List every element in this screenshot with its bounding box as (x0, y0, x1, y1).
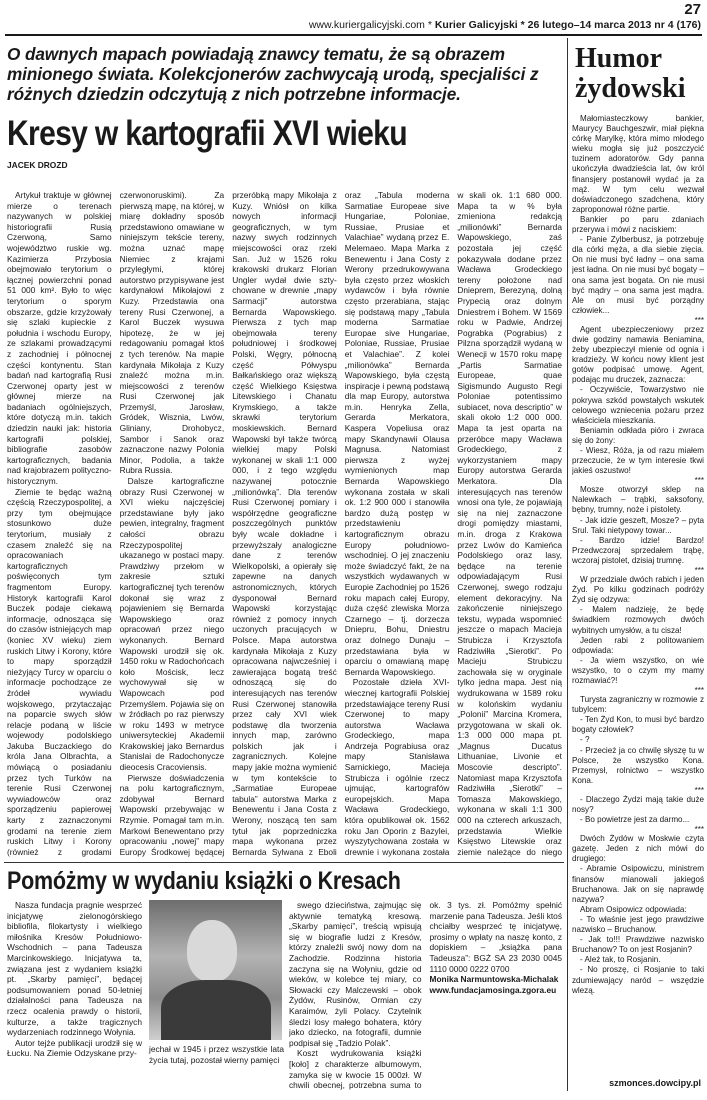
humor-paragraph: Abram Osipowicz odpowiada: (580, 904, 687, 914)
humor-paragraph: - Wiesz, Róża, ja od razu miałem przeczucie, że w tym interesie tkwi jakieś oszustwo! (572, 446, 704, 476)
humor-paragraph: - Panie Zylberbusz, ja potrzebuję dla córki męża, a dla siebie zięcia. On nie musi być ładny – ona sama jest ładna. On nie musi być bogaty – ona sama jest bogata. On nie musi być mądry – ona sama jest mądra. Ale on musi być porządny człowiek... (572, 235, 704, 315)
humor-paragraph: W przedziale dwóch rabich i jeden Żyd. Po kilku godzinach podróży Żyd się odzywa: (572, 575, 704, 605)
bottom-article-body (7, 900, 562, 1096)
humor-body (572, 114, 704, 1084)
humor-paragraph: - Jak to!!! Prawdziwe nazwisko Bruchanow? To on jest Rosjanin? (572, 935, 704, 955)
bottom-article (4, 866, 564, 1098)
joke-separator: *** (694, 785, 704, 795)
humor-paragraph: Turysta zagraniczny w rozmowie z tubylcem: (572, 695, 704, 715)
bottom-paragraph: Autor tejże publikacji urodził się w Łucku. Na Ziemie Odzyskane przy- (7, 1037, 142, 1059)
humor-paragraph: - Abramie Osipowiczu, ministrem finansów mianowali jakiegoś Bruchanowa. Jak on się naprawdę nazywa? (572, 864, 704, 904)
humor-paragraph: - Ten Żyd Kon, to musi być bardzo bogaty człowiek? (572, 715, 704, 735)
joke-separator: *** (694, 315, 704, 325)
bottom-article-title: Pomóżmy w wydaniu książki o Kresach (7, 867, 401, 895)
photo-body (161, 980, 271, 1040)
humor-paragraph: Jeden rabi z politowaniem odpowiada: (572, 635, 704, 655)
signature-url[interactable]: www.fundacjamosinga.zgora.eu (429, 984, 557, 995)
humor-paragraph: - Dlaczego Żydzi mają takie duże nosy? (572, 794, 704, 814)
joke-separator: *** (694, 686, 704, 696)
article-paragraph: Pierwsze doświadczenia na polu kartograficznym, zdobywał Bernard Wapowski przebywając w Rzymie. Pomagał tam m.in. Markowi Benewentano przy opracowaniu „nowej” mapy Europy Środkowej będącej przeróbką mapy Mikołaja z Kuzy. Wniósł on kilka nowych informacji geograficznych, w tym nazwy swych rodzinnych miejscowości oraz rzeki San. Już w 1526 roku krakowski drukarz Florian Ungler wydał dwie szty-chowane w drewnie „mapy Sarmacji” autorstwa Bernarda Wapowskiego. Pierwsza z tych map obejmowała tereny południowej i środkowej Polski, Węgry, północną część Półwyspu Bałkańskiego oraz większą część Wielkiego Księstwa Litewskiego i Chanatu Krymskiego, a także skrawki terytorium moskiewskich. Bernard Wapowski był także twórcą wielkiej mapy Polski wykonanej w skali 1:1 000 000, i z tego względu nazywanej potocznie „milionówką”. Dla terenów Rusi Czerwonej pomiary i współrzędne geograficzne poszczególnych punktów były wcale dokładne i przewyższały analogiczne dane z terenów Wielkopolski, a opierały się zapewne na danych astronomicznych, których dysponował Bernard Wapowski korzystając również z pomocy innych uczonych pracujących w Polsce. Mapa autorstwa kardynała Mikołaja z Kuzy opracowana najwcześniej i zawierająca bogatą treść odnoszącą się do interesujących nas terenów Rusi Czerwonej stanowiła przez cały XVI wiek podstawę dla tworzenia innych map, zarówno polskich jak i zagranicznych. Kolejne mapy jakie można wymienić w tym kontekście to „Sarmatiae Europeae tabula” autorstwa Marka z Benewentu i Jana Costa z Werony, noszącą ten sam tytuł jak poprzedniczka mapa wykonana przez Bernarda Sylwana z Eboli oraz „Tabula moderna Sarmatiae Europeae sive Hungariae, Poloniae, Russiae, Prusiae et Valachiae” wydaną przez E. Melemaeo. Mapa Marka z Benewentu i Jana Costy z Werony przedrukowywana była często przez włoskich wydawców i była równie często przerabiana, stając się podstawą mapy „Tabula moderna Sarmatiae Europae sive Hungariae, Poloniae, Russiae, Prusiae et Valachiae”. Z kolei „milionówka” Bernarda Wapowskiego, była częstą inspiracje i pewną podstawą dla map Europy, autorstwa m.in. Henryka Zella, Gerarda Merkatora, Kaspera Vopeliusa oraz mapy Skandynawii Olausa Magnusa. Natomiast pierwsza z wyżej wymienionych map Bernarda Wapowskiego wykonana została w skali ok. 1:2 900 000 i stanowiła bardzo dużą postęp w przedstawieniu kartograficznym obrazu Europy południowo-wschodniej. O jej znaczeniu może świadczyć fakt, że na wszystkich wydawanych w Europie Zachodniej po 1526 roku mapach całej Europy, duża część zlewiska Morza Czarnego – tj. dorzecza Dniepru, Bohu, Dniestru oraz dolnego Dunaju – przedstawiana była w oparciu o omawianą mapę Bernarda Wapowskiego. (119, 190, 450, 857)
header-rule (5, 34, 702, 36)
bottom-paragraph: Koszt wydrukowania książki [koło] z charakterze albumowym, zamyka się w kwocie 15 000zł. W chwili obecnej, potrzebna suma to ok. 3 tys. zł. Pomóżmy spełnić marzenie pana Tadeusza. Jeśli ktoś chciałby wesprzeć tę inicjatywę, prosimy o wpłaty na naszę konto, z dopiskiem – „książka pana Tadeusza”: BGŻ SA 23 2030 0045 1110 0000 0222 0700 (289, 900, 562, 1091)
page-header (0, 0, 707, 38)
joke-separator: *** (694, 825, 704, 835)
article-paragraph: Artykuł traktuje w głównej mierze o terenach nazywanych w polskiej historiografii Rusią Czerwoną, Samo województwo ruskie wg. Kazimierza Przybosia obejmowało terytorium o łącznej powierzchni ponad 51 000 km². Było to więc terytorium o sporym obszarze, gdzie krzyżowały się szlaki kupieckie z południa i wschodu Europy, ze szlakami prowadzącymi z zachodniej i północnej części kontynentu. Stan badań nad kartografią Rusi Czerwonej oparty jest w głównej mierze na badaniach ogólniejszych, które dotyczą m.in. takich dziedzin nauki jak: historia kartografii polskiej, bibliografie zasobów kartograficznych, badania nad krajobrazem polityczno-historycznym. (7, 190, 112, 487)
masthead-issue: Kurier Galicyjski * 26 lutego–14 marca 2013 nr 4 (176) (434, 19, 701, 31)
joke-separator: *** (694, 566, 704, 576)
article-paragraph: Ziemie te będąc ważną częścią Rzeczypospolitej, a przy tym obejmujące stosunkowo duże terytorium, musiały z czasem znaleźć się na opracowaniach kartograficznych poświęconych tym fragmentom Europy. Historyk kartografii Karol Buczek podaje ciekawą informacje, odnosząca się do czasów istniejących map (koniec XV wieku) ziem ruskich Litwy i Korony, które to mapy sporządził nieżyjący Turcy w oparciu o informacje pochodzące ze źródeł wywiadu wojskowego, przytaczając na poparcie swych słów relacje podaną w liście wojewody podolskiego Jakuba Buczackiego do króla Jana Olbrachta, a mówiącą o posiadaniu przez tych Turków na terenie Rusi Czerwonej wywiadowców oraz sporządzeniu papierowej karty z zaznaczonymi grodami na terenie ziem ruskich Litwy i Korony (również z grodami czerwonoruskimi). Za pierwszą mapę, na której, w miarę dokładny sposób przedstawiono omawiane w niniejszym tekście tereny, można uznać mapę Niemiec z krajami przyległymi, której autorstwo przypisywane jest kardynałowi Mikołajowi z Kuzy. Przedstawia ona tereny Rusi Czerwonej, a Karol Buczek wysuwa hipotezę, że w jej redagowaniu pomagał ktoś z tych terenów. Na mapie kardynała Mikołaja z Kuzy znaleźć można m.in. miejscowości z terenów Rusi Czerwonej jak Przemyśl, Jarosław, Gródek, Wisznia, Lwów, Gliniany, Drohobycz, Sambor i Sanok oraz zaznaczone nazwy Polonia Minor, Podolia, a także Rubra Russia. (7, 190, 225, 857)
humor-title: Humor żydowski (575, 43, 686, 104)
bottom-column-1 (7, 900, 142, 1096)
article-body (7, 190, 562, 858)
humor-paragraph: - Ależ tak, to Rosjanin. (580, 955, 661, 965)
photo-head (187, 920, 237, 982)
article-lead: O dawnych mapach powiadają znawcy tematu, że są obrazem minionego świata. Kolekcjonerów zachwycają urodą, specjaliści z różnych dziedzin odczytują z nich potrzebne informacje. (7, 44, 539, 104)
bottom-column-2 (149, 900, 284, 1096)
humor-paragraph: - Bo powietrze jest za darmo... (580, 815, 690, 825)
bottom-paragraph: jechał w 1945 i przez wszystkie lata życia tutaj, pozostał wierny pamięci (149, 1044, 284, 1065)
bottom-paragraph: swego dzieciństwa, zajmując się aktywnie tematyką kresową. „Skarby pamięci”, treścią wpisują się w biografie ludzi z Kresów, którzy znaleźli swój nowy dom na Zachodzie. Rodzinna historia zaczyna się na Wołyniu, gdzie od wieków, w kolebce tej miary, co Słowacki czy Malczewski – obok Żydów, Rusinów, Ormian czy Karaimów, żyli Polacy. Czytelnik śledzi losy małego bohatera, który jako dziecko, na fotografii, dumnie podpisał się „Tadzio Polak”. (289, 900, 422, 1048)
humor-paragraph: - Malem nadzieję, że będę świadkiem rozmowych dwóch wybitnych umysłów, a tu cisza! (572, 605, 704, 635)
humor-paragraph: Dwóch Żydów w Moskwie czyta gazetę. Jeden z nich mówi do drugiego: (572, 834, 704, 864)
article-byline: JACEK DROZD (7, 160, 68, 170)
humor-paragraph: Małomiasteczkowy bankier, Maurycy Bauchgeszwir, miał piękna córkę Marylkę, która mimo młodego wieku mogła się już poszczycić tuzinem adoratorów. Gdy panna ukończyła dwadzieścia lat, ów król finansjery postanowił wydać ja za mąż. W tym celu wezwał doświadczonego szadchena, który zaproponował różne partie. (572, 114, 704, 214)
masthead-site: www.kuriergalicyjski.com * (308, 19, 435, 31)
humor-paragraph: - Jak idzie geszeft, Mosze? – pyta Srul. Taki nietypowy towar... (572, 515, 704, 535)
column-divider (567, 38, 568, 1091)
humor-paragraph: - No proszę, ci Rosjanie to taki zdumiewający naród – wszędzie wlezą. (572, 965, 704, 995)
bottom-columns-3-4 (289, 900, 562, 1096)
humor-paragraph: Mosze otworzył sklep na Nalewkach – trąbki, saksofony, bębny, trumny, noże i pistolety. (572, 485, 704, 515)
humor-paragraph: - To właśnie jest jego prawdziwe nazwisko – Bruchanow. (572, 914, 704, 935)
humor-paragraph: - Przecież ja co chwilę słyszę tu w Polsce, że wszystko Kona. Przemysł, rolnictwo – wszystko Kona. (572, 745, 704, 785)
main-article (4, 38, 564, 860)
article-paragraph: Pozostałe dzieła XVI-wiecznej kartografii Polskiej przedstawiające tereny Rusi Czerwonej to mapy autorstwa Wacława Grodeckiego, mapa Andrzeja Pograbiusa oraz mapy Stanisława Sarnickiego, Macieja Strubicza i ogólnie rzecz ujmując, kartografów europejskich. Mapa Wacława Grodeckiego, która opublikował ok. 1562 roku Jan Oporin z Bazylei, wyszytychowana została w drewnie i wykonana została w skali ok. 1:1 680 000. Mapa ta w % była zmieniona redakcją „milionówki” Bernarda Wapowskiego, zaś pozostała jej część pokazywała dodane przez Wacława Grodeckiego tereny położone nad Dnieprem, Berezyną, dolną Prypecią oraz dolnym Dniestrem i Bohem. W 1569 roku w Padwie, Andrzej Pograbka (Pograbius) z Pilzna sporządził wydaną w Wenecji w 1570 roku mapę „Partis Sarmatiae Europeae, quae Sigismundo Augusto Regi Poloniae potentissimo subiacet, nova descriptio” w skali około 1:2 000 000. Mapa ta jest oparta na przeróbce mapy Wacława Grodeckiego, z wykorzystaniem mapy Europy autorstwa Gerarda Merkatora. Dla interesujących nas terenów wnosi ona tyle, że pojawiają się na niej zaznaczone drogi pomiędzy miastami, m.in. droga z Krakowa przez Lwów do Kamieńca Podolskiego oraz lasy, będące na terenie odpowiadającym Rusi Czerwonej, swego rodzaju element dekoracyjny. Na zakończenie niniejszego tekstu, wypada wspomnieć jeszcze o mapach Macieja Strubicza i Krzysztofa Radziwiłła „Sierotki”. Po Macieju Strubiczu zachowała się w oryginale tylko jedna mapa. Jest nią wydrukowana w 1589 roku w kolońskim wydaniu „Polonii” Marcina Kromera, przygotowana w skali ok. 1:3 000 000 mapa pt. „Magnus Ducatus Lithuaniae, Livonie et Moscovie descripto”. Natomiast mapa Krzysztofa Radziwiłła „Sierotki” – Tomasza Makowskiego, wykonana w skali 1:1 300 000 na czterech arkuszach, przedstawia Wielkie Księstwo Litewskie oraz ziemie należące do niego (344, 190, 562, 857)
humor-paragraph: Beniamin odkłada pióro i zwraca się do żony: (572, 425, 704, 445)
humor-paragraph: Bankier po paru zdaniach przerywa i mówi z naciskiem: (572, 214, 704, 235)
bottom-paragraph: Nasza fundacja pragnie wesprzeć inicjatywę zielonogórskiego bibliofila, filokartysty i wielkiego miłośnika Kresów Południowo-Wschodnich – pana Tadeusza Marcinkowskiego. Inicjatywa ta, związana jest z wydaniem książki pt. „Skarby pamięci”, będącej podsumowaniem ponad 50-letniej działalności pana Tadeusza na rzecz ocalenia prawdy o historii, kulturze, a także tragicznych wydarzeniach rodzinnego Wołynia. (7, 900, 142, 1038)
section-rule (4, 862, 564, 863)
humor-paragraph: - Ja wiem wszystko, on wie wszystko, to o czym my mamy rozmawiać?! (572, 655, 704, 685)
page-number: 27 (684, 1, 701, 18)
humor-paragraph: - Oczywiście, Towarzystwo nie pokrywa szkód powstałych wskutek celowego wzniecenia pożaru przez właściciela mieszkania. (572, 385, 704, 425)
humor-source: szmonces.dowcipy.pl (609, 1078, 701, 1088)
signature-name: Monika Narmuntowska-Michalak (429, 974, 559, 985)
humor-paragraph: - Bardzo idzie! Bardzo! Przedwczoraj sprzedałem trąbę, wczoraj pistolet, dzisiaj trumnę. (572, 535, 704, 565)
humor-paragraph: - ? (580, 735, 590, 745)
humor-paragraph: Agent ubezpieczeniowy przez dwie godziny namawia Beniamina, żeby ubezpieczył mienie od ognia i kradzieży. W końcu nowy klient jest gotów podpisać umowę. Agent, podając mu druczek, zaznacza: (572, 324, 704, 385)
article-title: Kresy w kartografii XVI wieku (7, 114, 407, 153)
joke-separator: *** (694, 476, 704, 486)
article-paragraph: Dalsze kartograficzne obrazy Rusi Czerwonej w XVI wieku najczęściej przedstawiane były jako pewien, integralny, fragment całości obrazu Rzeczypospolitej ukazanego w postaci mapy. Prawdziwy przełom w zakresie sztuki kartograficznej tych terenów dokonał się wraz z pojawieniem się Bernarda Wapowskiego oraz opracowań przez niego wykonanych. Bernard Wapowski urodził się ok. 1450 roku w Radochońcach koło Mościsk, lecz wychowywał się w Wapowcach pod Przemyślem. Pojawia się on w źródłach po raz pierwszy w roku 1493 w metryce uniwersyteckiej Akademii Krakowskiej jako Bernardus Stanislai de Radochonycze dieocesis Cracoviensis. (119, 476, 225, 773)
author-photo (149, 900, 282, 1040)
masthead (309, 19, 701, 31)
humor-column (572, 38, 704, 1098)
